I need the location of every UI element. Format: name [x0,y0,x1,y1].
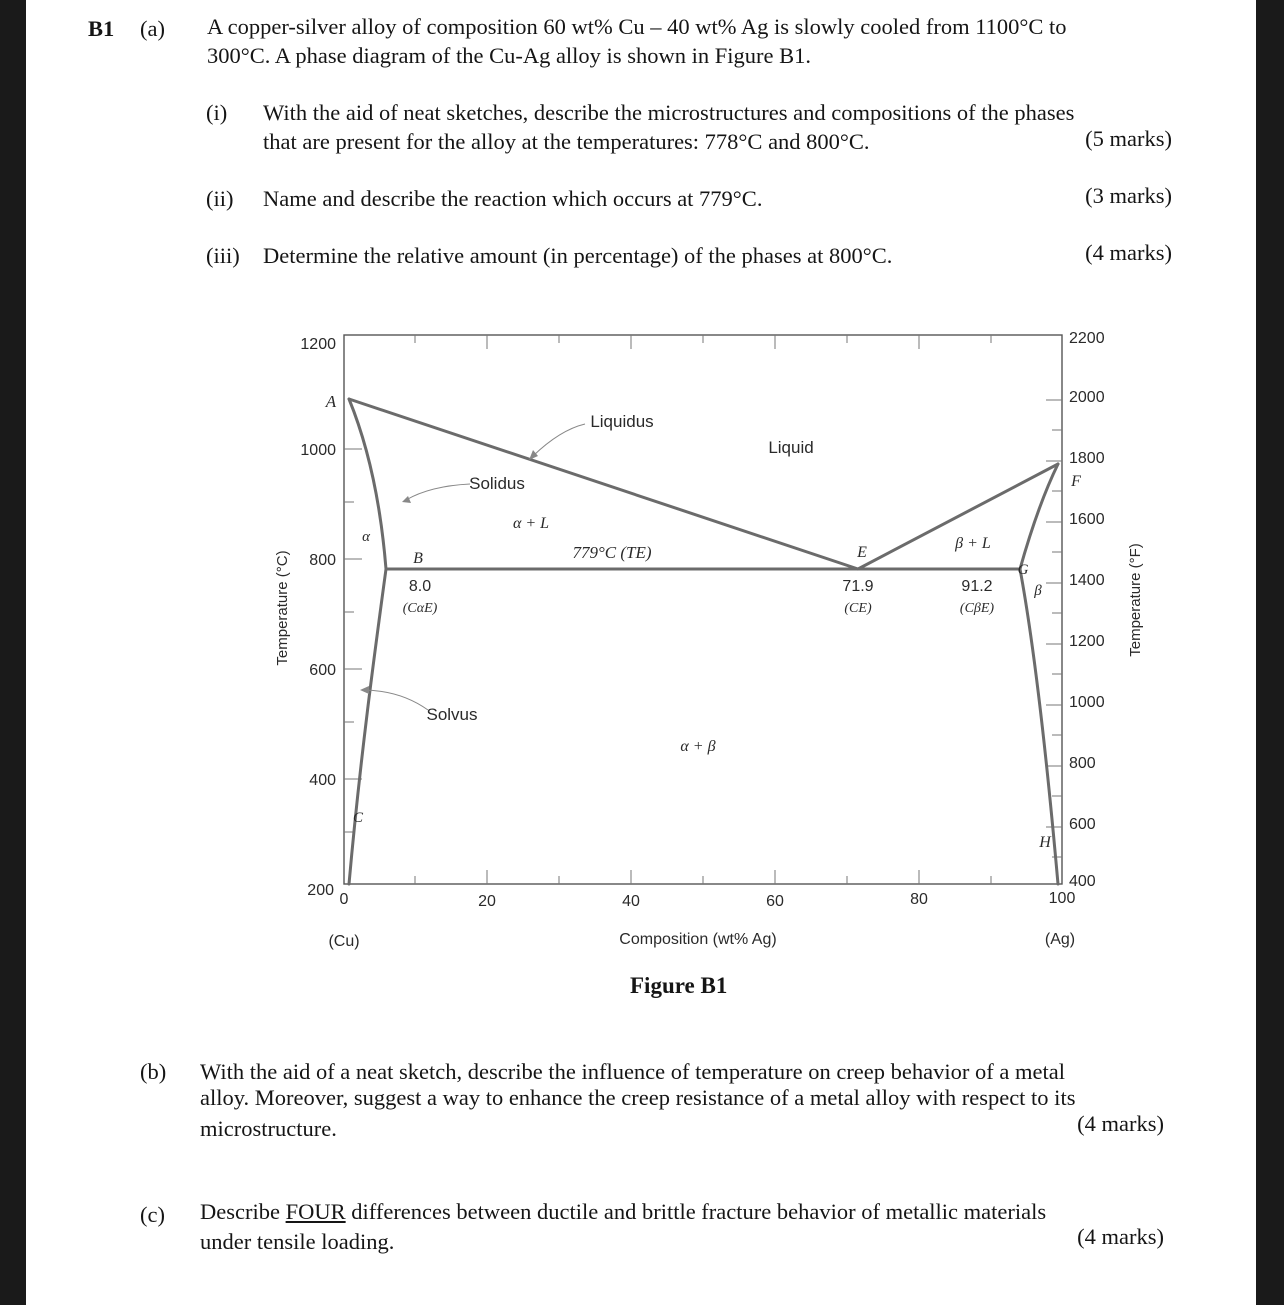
part-a-label: (a) [140,16,165,41]
sub-ii-marks: (3 marks) [1085,183,1172,208]
y-tick-c-800: 800 [309,552,336,569]
part-b-label: (b) [140,1059,167,1084]
label-liquidus: Liquidus [590,412,654,431]
part-c-four: FOUR [285,1199,346,1224]
solvus-leader [362,690,428,710]
point-f: F [1071,473,1081,490]
label-alpha: α [362,529,370,545]
y-tick-c-600: 600 [309,662,336,679]
x-axis-title: Composition (wt% Ag) [619,931,777,948]
solidus-leader [406,484,470,500]
point-a: A [325,392,337,411]
sub-iii-marks: (4 marks) [1085,240,1172,265]
x-tick-80: 80 [910,891,928,908]
sub-iii-label: (iii) [206,243,240,268]
label-liquid: Liquid [768,438,814,457]
point-e: E [857,544,867,561]
part-c-marks: (4 marks) [1077,1224,1164,1249]
y-tick-c-1200: 1200 [300,336,336,353]
x-end-label-ag: (Ag) [1044,931,1076,948]
x-tick-0: 0 [339,891,349,908]
y-axis-title-left: Temperature (°C) [274,550,291,666]
part-c-line-2: under tensile loading. [200,1229,395,1254]
phase-diagram [26,300,1256,1020]
point-c: C [352,810,364,826]
part-c-pre: Describe [200,1199,286,1224]
x-ticks [415,335,991,884]
label-alpha-l: α + L [512,515,550,532]
alpha-solvus-curve [349,569,386,884]
x-tick-20: 20 [478,893,496,910]
y-axis-title-right: Temperature (°F) [1127,543,1144,657]
label-beta: β [1034,583,1042,599]
y-tick-f-2200: 2200 [1069,330,1105,347]
exam-page [26,0,1256,1305]
y-tick-f-1400: 1400 [1069,572,1105,589]
y-tick-c-400: 400 [309,772,336,789]
sub-ii-label: (ii) [206,186,234,211]
sub-i-line-1: With the aid of neat sketches, describe the microstructures and compositions of the phases [263,100,1075,125]
x-end-label-cu: (Cu) [328,933,360,950]
liquidus-arrowhead [529,450,538,460]
y-tick-f-1800: 1800 [1069,450,1105,467]
part-a-line-2: 300°C. A phase diagram of the Cu-Ag alloy is shown in Figure B1. [207,43,811,68]
y-tick-c-1000: 1000 [300,442,336,459]
point-b: B [413,550,423,567]
part-c-post: differences between ductile and brittle fracture behavior of metallic materials [345,1199,1047,1224]
y-tick-f-600: 600 [1069,816,1096,833]
y-tick-f-2000: 2000 [1069,389,1105,406]
part-b-marks: (4 marks) [1077,1111,1164,1136]
label-solvus: Solvus [426,705,478,724]
x-tick-60: 60 [766,893,784,910]
part-a-line-1: A copper-silver alloy of composition 60 wt% Cu – 40 wt% Ag is slowly cooled from 1100°C to [207,14,1067,39]
question-number: B1 [88,16,115,41]
sub-ii-line-1: Name and describe the reaction which occurs at 779°C. [263,186,763,211]
label-solidus: Solidus [469,474,525,493]
part-c-line-1 [200,1197,1046,1226]
sub-iii-line-1: Determine the relative amount (in percentage) of the phases at 800°C. [263,243,893,268]
solidus-arrowhead [402,496,411,503]
point-g: G [1017,562,1029,578]
label-eutectic-temp: 779°C (TE) [572,543,652,562]
y-tick-f-1600: 1600 [1069,511,1105,528]
solvus-arrowhead [360,686,369,694]
comp-alpha-e-label: (CαE) [402,601,438,616]
x-tick-40: 40 [622,893,640,910]
liquidus-leader [533,424,585,456]
y-tick-f-1200: 1200 [1069,633,1105,650]
comp-e-value: 71.9 [842,578,874,595]
part-b-line-3: microstructure. [200,1116,337,1141]
figure-caption: Figure B1 [630,973,728,998]
plot-frame [344,335,1062,884]
y-tick-f-400: 400 [1069,873,1096,890]
x-tick-100: 100 [1048,890,1076,907]
point-h: H [1039,834,1051,851]
sub-i-label: (i) [206,100,228,125]
label-alpha-beta: α + β [680,738,716,755]
comp-beta-e-label: (CβE) [959,601,995,616]
label-beta-l: β + L [955,535,991,552]
comp-beta-e-value: 91.2 [961,578,993,595]
liquidus-right-curve [858,464,1058,569]
y-tick-f-800: 800 [1069,755,1096,772]
comp-alpha-e-value: 8.0 [408,578,432,595]
sub-i-line-2: that are present for the alloy at the temperatures: 778°C and 800°C. [263,129,870,154]
y-tick-c-200: 200 [307,882,334,899]
y-tick-f-1000: 1000 [1069,694,1105,711]
sub-i-marks: (5 marks) [1085,126,1172,151]
part-c-label: (c) [140,1202,165,1227]
part-b-line-1: With the aid of a neat sketch, describe the influence of temperature on creep behavior of a metal [200,1059,1065,1084]
comp-e-label: (CE) [844,601,872,616]
part-b-line-2: alloy. Moreover, suggest a way to enhance the creep resistance of a metal alloy with respect to its [200,1085,1076,1110]
